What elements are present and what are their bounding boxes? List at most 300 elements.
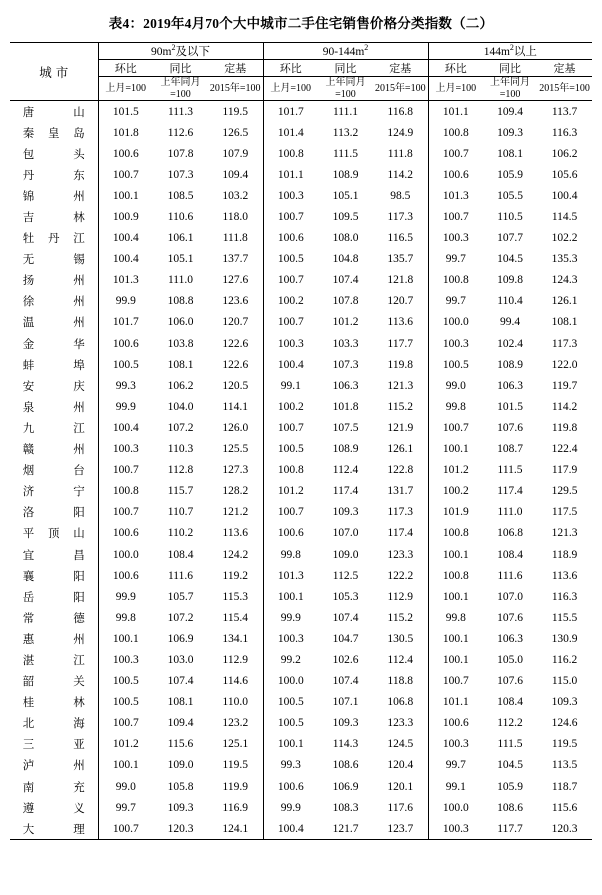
- value-cell: 112.9: [387, 590, 413, 603]
- value-cell: 107.1: [332, 696, 359, 709]
- value-cell: 101.4: [263, 122, 318, 143]
- city-label: 济宁: [22, 486, 85, 499]
- value-cell: 110.3: [167, 443, 194, 456]
- value-cell: 100.3: [98, 649, 153, 670]
- value-cell: 112.9: [222, 653, 248, 666]
- value-cell: 111.0: [497, 506, 523, 519]
- value-cell: 107.4: [167, 675, 194, 688]
- value-cell: 115.5: [551, 611, 578, 624]
- column-header-group-1: $90-144m^2$: [263, 43, 428, 60]
- value-cell: 106.9: [167, 632, 194, 645]
- city-name-cell: [10, 734, 98, 755]
- value-cell: 100.2: [263, 396, 318, 417]
- value-cell: 100.7: [263, 270, 318, 291]
- value-cell: 120.7: [222, 316, 249, 329]
- value-cell: 108.7: [497, 443, 523, 456]
- table-row: [10, 460, 592, 481]
- city-label: 金华: [22, 338, 85, 351]
- value-cell: 102.6: [332, 653, 359, 666]
- value-cell: 119.5: [222, 759, 248, 772]
- value-cell: 99.7: [98, 797, 153, 818]
- value-cell: 99.0: [98, 776, 153, 797]
- value-cell: 114.2: [387, 168, 413, 181]
- value-cell: 120.1: [387, 780, 414, 793]
- city-label: 九江: [22, 422, 85, 435]
- value-cell: 105.9: [497, 780, 523, 793]
- table-row: [10, 628, 592, 649]
- table-row: [10, 396, 592, 417]
- value-cell: 114.2: [551, 400, 578, 413]
- value-cell: 100.1: [428, 544, 483, 565]
- value-cell: 108.4: [497, 696, 523, 709]
- value-cell: 108.8: [167, 295, 194, 308]
- value-cell: 117.5: [551, 506, 578, 519]
- value-cell: 100.8: [428, 565, 483, 586]
- value-cell: 121.7: [318, 818, 373, 840]
- value-cell: 111.5: [497, 738, 523, 751]
- value-cell: 100.1: [428, 628, 483, 649]
- table-row: [10, 206, 592, 227]
- value-cell: 100.2: [428, 481, 483, 502]
- column-header-base-0-0: 上月=100: [98, 77, 153, 101]
- value-cell: 105.5: [497, 189, 523, 202]
- city-label: 平顶山: [22, 528, 85, 541]
- value-cell: 100.2: [263, 291, 318, 312]
- city-name-cell: [10, 671, 98, 692]
- value-cell: 127.6: [222, 274, 249, 287]
- value-cell: 100.8: [428, 270, 483, 291]
- value-cell: 107.4: [332, 274, 359, 287]
- city-label: 遵义: [22, 802, 85, 815]
- value-cell: 109.0: [332, 548, 359, 561]
- value-cell: 100.7: [263, 502, 318, 523]
- value-cell: 120.4: [387, 759, 414, 772]
- value-cell: 100.8: [263, 143, 318, 164]
- column-header-base-0-2: 2015年=100: [208, 77, 263, 101]
- city-label: 安庆: [22, 380, 85, 393]
- header-base-row: [10, 77, 592, 101]
- value-cell: 109.3: [167, 801, 194, 814]
- value-cell: 116.2: [551, 653, 578, 666]
- value-cell: 131.7: [387, 485, 414, 498]
- column-header-base-2-0: 上月=100: [428, 77, 483, 101]
- table-row: [10, 797, 592, 818]
- value-cell: 121.9: [387, 421, 414, 434]
- value-cell: 106.8: [497, 527, 523, 540]
- column-header-sub-2-0: 环比: [428, 60, 483, 77]
- value-cell: 101.1: [428, 101, 483, 123]
- value-cell: 99.7: [428, 249, 483, 270]
- city-label: 蚌埠: [22, 359, 85, 372]
- city-name-cell: [10, 607, 98, 628]
- value-cell: 101.9: [428, 502, 483, 523]
- value-cell: 101.8: [332, 400, 359, 413]
- value-cell: 122.6: [222, 358, 249, 371]
- value-cell: 99.9: [263, 797, 318, 818]
- city-name-cell: [10, 460, 98, 481]
- column-header-sub-0-1: 同比: [153, 60, 208, 77]
- value-cell: 101.7: [98, 312, 153, 333]
- value-cell: 114.3: [332, 738, 359, 751]
- value-cell: 111.1: [332, 105, 359, 118]
- value-cell: 112.4: [387, 653, 413, 666]
- table-row: [10, 270, 592, 291]
- value-cell: 100.7: [263, 417, 318, 438]
- value-cell: 116.3: [551, 590, 578, 603]
- value-cell: 117.4: [332, 485, 359, 498]
- value-cell: 100.3: [428, 228, 483, 249]
- city-name-cell: [10, 586, 98, 607]
- table-row: [10, 565, 592, 586]
- value-cell: 100.6: [98, 565, 153, 586]
- value-cell: 99.1: [428, 776, 483, 797]
- city-name-cell: [10, 417, 98, 438]
- value-cell: 100.5: [98, 354, 153, 375]
- value-cell: 125.5: [222, 443, 249, 456]
- value-cell: 100.3: [428, 333, 483, 354]
- value-cell: 100.1: [428, 586, 483, 607]
- table-row: [10, 544, 592, 565]
- city-name-cell: [10, 291, 98, 312]
- value-cell: 100.5: [263, 692, 318, 713]
- value-cell: 130.9: [551, 632, 578, 645]
- column-header-sub-1-0: 环比: [263, 60, 318, 77]
- table-row: [10, 101, 592, 123]
- value-cell: 135.7: [387, 253, 414, 266]
- city-name-cell: [10, 101, 98, 123]
- city-label: 北海: [22, 718, 85, 731]
- value-cell: 111.3: [167, 105, 194, 118]
- value-cell: 101.7: [263, 101, 318, 123]
- value-cell: 115.6: [167, 738, 194, 751]
- value-cell: 100.1: [98, 628, 153, 649]
- value-cell: 100.5: [263, 713, 318, 734]
- value-cell: 100.8: [98, 481, 153, 502]
- table-row: [10, 734, 592, 755]
- city-label: 南充: [22, 781, 85, 794]
- value-cell: 106.3: [497, 379, 523, 392]
- value-cell: 107.8: [167, 147, 194, 160]
- value-cell: 109.4: [497, 105, 523, 118]
- value-cell: 105.8: [167, 780, 194, 793]
- value-cell: 99.3: [263, 755, 318, 776]
- value-cell: 101.3: [98, 270, 153, 291]
- city-name-cell: [10, 164, 98, 185]
- value-cell: 112.2: [497, 717, 523, 730]
- value-cell: 108.0: [332, 232, 359, 245]
- value-cell: 135.3: [551, 253, 578, 266]
- value-cell: 111.5: [497, 464, 523, 477]
- value-cell: 123.2: [222, 717, 249, 730]
- city-name-cell: [10, 565, 98, 586]
- header-sub-row: [10, 60, 592, 77]
- value-cell: 99.8: [428, 396, 483, 417]
- value-cell: 100.1: [98, 185, 153, 206]
- value-cell: 100.3: [263, 628, 318, 649]
- value-cell: 107.3: [167, 168, 194, 181]
- value-cell: 128.2: [222, 485, 249, 498]
- value-cell: 111.6: [497, 569, 523, 582]
- value-cell: 101.3: [263, 565, 318, 586]
- value-cell: 108.5: [167, 189, 194, 202]
- value-cell: 100.7: [428, 671, 483, 692]
- value-cell: 99.4: [499, 316, 521, 329]
- value-cell: 107.9: [222, 147, 249, 160]
- value-cell: 117.6: [387, 801, 413, 814]
- value-cell: 122.2: [387, 569, 414, 582]
- value-cell: 108.9: [332, 443, 359, 456]
- value-cell: 100.5: [98, 671, 153, 692]
- value-cell: 100.8: [428, 523, 483, 544]
- value-cell: 111.8: [222, 232, 248, 245]
- column-header-sub-0-0: 环比: [98, 60, 153, 77]
- city-label: 大理: [22, 823, 85, 836]
- city-name-cell: [10, 649, 98, 670]
- city-name-cell: [10, 713, 98, 734]
- column-header-sub-0-2: 定基: [208, 60, 263, 77]
- value-cell: 111.5: [332, 147, 359, 160]
- city-name-cell: [10, 692, 98, 713]
- column-header-base-2-2: 2015年=100: [537, 77, 592, 101]
- value-cell: 100.5: [263, 249, 318, 270]
- table-row: [10, 164, 592, 185]
- value-cell: 99.1: [263, 375, 318, 396]
- value-cell: 127.3: [222, 464, 249, 477]
- value-cell: 119.2: [222, 569, 248, 582]
- value-cell: 107.7: [497, 232, 523, 245]
- value-cell: 109.4: [222, 168, 249, 181]
- value-cell: 102.4: [497, 337, 523, 350]
- value-cell: 100.8: [263, 460, 318, 481]
- value-cell: 124.1: [208, 818, 263, 840]
- value-cell: 101.2: [428, 460, 483, 481]
- value-cell: 121.2: [222, 506, 249, 519]
- value-cell: 107.6: [497, 611, 523, 624]
- city-name-cell: [10, 375, 98, 396]
- value-cell: 107.0: [332, 527, 359, 540]
- city-label: 赣州: [22, 444, 85, 457]
- value-cell: 117.3: [551, 337, 578, 350]
- value-cell: 124.6: [551, 717, 578, 730]
- city-name-cell: [10, 185, 98, 206]
- value-cell: 99.9: [98, 396, 153, 417]
- table-row: [10, 249, 592, 270]
- value-cell: 117.3: [387, 506, 413, 519]
- value-cell: 100.4: [98, 417, 153, 438]
- value-cell: 107.2: [167, 611, 194, 624]
- value-cell: 101.8: [98, 122, 153, 143]
- value-cell: 115.0: [551, 675, 578, 688]
- value-cell: 115.2: [387, 611, 413, 624]
- city-label: 三亚: [22, 739, 85, 752]
- value-cell: 106.0: [167, 316, 194, 329]
- value-cell: 112.5: [332, 569, 359, 582]
- table-row: [10, 439, 592, 460]
- city-name-cell: [10, 206, 98, 227]
- value-cell: 100.6: [98, 143, 153, 164]
- value-cell: 110.7: [167, 506, 194, 519]
- city-label: 襄阳: [22, 570, 85, 583]
- value-cell: 118.9: [551, 548, 578, 561]
- value-cell: 110.2: [167, 527, 194, 540]
- value-cell: 123.7: [373, 818, 428, 840]
- value-cell: 105.1: [332, 189, 359, 202]
- value-cell: 113.6: [551, 569, 578, 582]
- city-name-cell: [10, 523, 98, 544]
- city-name-cell: [10, 755, 98, 776]
- value-cell: 100.1: [98, 755, 153, 776]
- value-cell: 100.9: [98, 206, 153, 227]
- header-group-row: [10, 43, 592, 60]
- city-label: 洛阳: [22, 507, 85, 520]
- value-cell: 103.8: [167, 337, 194, 350]
- city-label: 包头: [22, 148, 85, 161]
- value-cell: 119.5: [551, 738, 578, 751]
- value-cell: 101.5: [98, 101, 153, 123]
- column-header-group-0: $90m^2$及以下: [98, 43, 263, 60]
- value-cell: 108.4: [497, 548, 523, 561]
- city-label: 烟台: [22, 465, 85, 478]
- value-cell: 119.9: [222, 780, 248, 793]
- value-cell: 104.5: [497, 759, 523, 772]
- table-row: [10, 228, 592, 249]
- value-cell: 100.7: [98, 713, 153, 734]
- value-cell: 122.8: [387, 464, 414, 477]
- value-cell: 117.7: [483, 818, 537, 840]
- value-cell: 124.3: [551, 274, 578, 287]
- value-cell: 100.6: [98, 523, 153, 544]
- value-cell: 103.2: [222, 189, 249, 202]
- value-cell: 107.0: [497, 590, 523, 603]
- value-cell: 111.8: [387, 147, 413, 160]
- value-cell: 109.0: [167, 759, 194, 772]
- value-cell: 107.3: [332, 358, 359, 371]
- city-name-cell: [10, 481, 98, 502]
- value-cell: 99.8: [263, 544, 318, 565]
- value-cell: 117.4: [497, 485, 523, 498]
- value-cell: 108.9: [497, 358, 523, 371]
- value-cell: 99.2: [263, 649, 318, 670]
- value-cell: 100.3: [98, 439, 153, 460]
- city-name-cell: [10, 439, 98, 460]
- table-row: [10, 481, 592, 502]
- value-cell: 99.7: [428, 291, 483, 312]
- value-cell: 116.8: [387, 105, 413, 118]
- value-cell: 100.4: [98, 249, 153, 270]
- table-body: [10, 101, 592, 840]
- value-cell: 110.4: [497, 295, 523, 308]
- value-cell: 100.7: [428, 417, 483, 438]
- value-cell: 109.5: [332, 211, 359, 224]
- value-cell: 100.7: [428, 143, 483, 164]
- city-label: 常德: [22, 612, 85, 625]
- value-cell: 98.5: [390, 189, 411, 202]
- value-cell: 126.0: [222, 421, 249, 434]
- value-cell: 100.1: [263, 734, 318, 755]
- value-cell: 100.4: [551, 189, 578, 202]
- value-cell: 108.9: [332, 168, 359, 181]
- value-cell: 102.2: [551, 232, 578, 245]
- value-cell: 122.6: [222, 337, 249, 350]
- value-cell: 100.1: [263, 586, 318, 607]
- table-row: [10, 333, 592, 354]
- value-cell: 112.6: [167, 126, 194, 139]
- value-cell: 121.3: [551, 527, 578, 540]
- value-cell: 120.3: [537, 818, 592, 840]
- table-header: [10, 43, 592, 101]
- value-cell: 122.0: [551, 358, 578, 371]
- value-cell: 115.2: [387, 400, 413, 413]
- value-cell: 105.6: [551, 168, 578, 181]
- value-cell: 110.5: [497, 211, 523, 224]
- value-cell: 108.3: [332, 801, 359, 814]
- value-cell: 100.0: [98, 544, 153, 565]
- value-cell: 106.1: [167, 232, 194, 245]
- value-cell: 100.7: [263, 206, 318, 227]
- table-row: [10, 354, 592, 375]
- value-cell: 109.8: [497, 274, 523, 287]
- value-cell: 115.7: [167, 485, 194, 498]
- value-cell: 120.5: [222, 379, 249, 392]
- value-cell: 115.3: [222, 590, 248, 603]
- city-label: 泸州: [22, 760, 85, 773]
- value-cell: 116.9: [222, 801, 248, 814]
- value-cell: 129.5: [551, 485, 578, 498]
- value-cell: 114.1: [222, 400, 248, 413]
- column-header-city: 城市: [10, 43, 98, 101]
- value-cell: 108.6: [332, 759, 359, 772]
- value-cell: 106.3: [332, 379, 359, 392]
- value-cell: 106.2: [167, 379, 194, 392]
- value-cell: 100.8: [428, 122, 483, 143]
- value-cell: 110.0: [222, 696, 248, 709]
- value-cell: 100.0: [428, 797, 483, 818]
- table-row: [10, 692, 592, 713]
- city-label: 徐州: [22, 296, 85, 309]
- value-cell: 106.9: [332, 780, 359, 793]
- table-row: [10, 143, 592, 164]
- city-name-cell: [10, 396, 98, 417]
- city-name-cell: [10, 270, 98, 291]
- value-cell: 100.7: [98, 818, 153, 840]
- city-label: 桂林: [22, 697, 85, 710]
- city-label: 无锡: [22, 254, 85, 267]
- value-cell: 119.5: [222, 105, 248, 118]
- value-cell: 117.3: [387, 211, 413, 224]
- value-cell: 124.9: [387, 126, 414, 139]
- table-row: [10, 312, 592, 333]
- value-cell: 100.4: [263, 354, 318, 375]
- value-cell: 100.6: [263, 776, 318, 797]
- value-cell: 103.3: [332, 337, 359, 350]
- value-cell: 99.0: [428, 375, 483, 396]
- table-row: [10, 185, 592, 206]
- table-row: [10, 291, 592, 312]
- value-cell: 100.1: [428, 439, 483, 460]
- value-cell: 104.8: [332, 253, 359, 266]
- column-header-sub-2-2: 定基: [537, 60, 592, 77]
- value-cell: 101.2: [263, 481, 318, 502]
- value-cell: 100.6: [263, 228, 318, 249]
- value-cell: 130.5: [387, 632, 414, 645]
- city-label: 扬州: [22, 275, 85, 288]
- table-row: [10, 607, 592, 628]
- value-cell: 99.8: [428, 607, 483, 628]
- city-label: 泉州: [22, 401, 85, 414]
- value-cell: 100.5: [263, 439, 318, 460]
- table-row: [10, 671, 592, 692]
- value-cell: 106.2: [551, 147, 578, 160]
